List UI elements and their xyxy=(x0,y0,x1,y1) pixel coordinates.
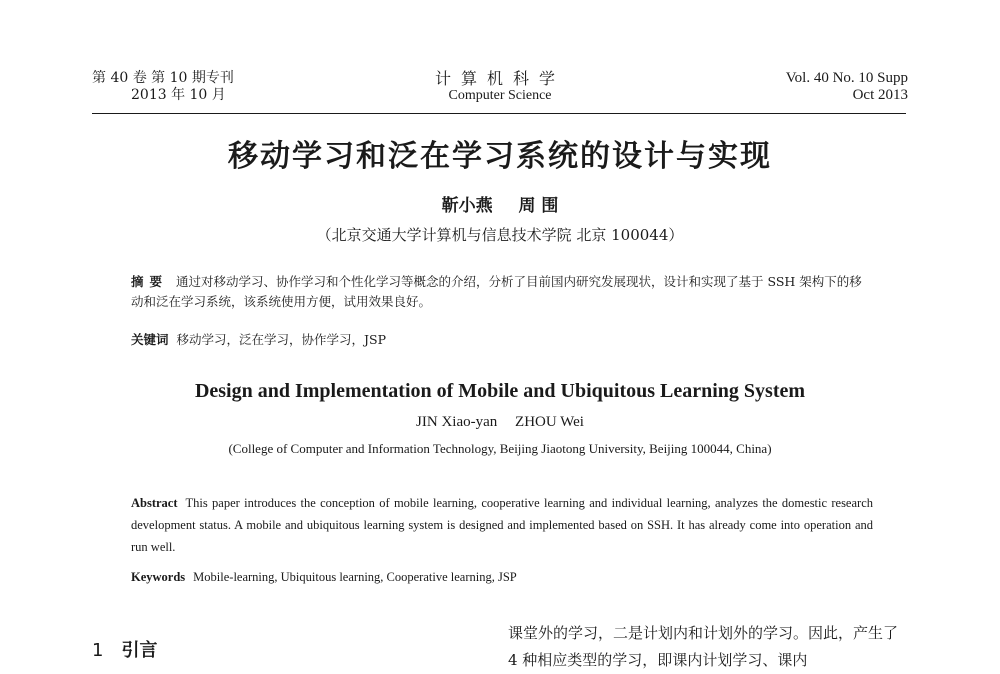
keywords-text-en: Mobile-learning, Ubiquitous learning, Cooperative learning, JSP xyxy=(193,570,517,584)
author-name: 靳小燕 xyxy=(441,196,493,216)
authors-cn xyxy=(0,191,1000,216)
keywords-label-en: Keywords xyxy=(131,570,186,584)
journal-issue-info-en xyxy=(786,70,908,104)
authors-en xyxy=(0,414,1000,431)
affiliation-cn: （北京交通大学计算机与信息技术学院 北京 100044） xyxy=(316,226,684,244)
abstract-label-cn: 摘要 xyxy=(131,274,169,289)
abstract-en xyxy=(131,492,873,558)
section-heading xyxy=(92,636,157,662)
keywords-en xyxy=(131,566,873,588)
keywords-text-cn: 移动学习，泛在学习，协作学习，JSP xyxy=(176,332,387,347)
author-name-en: ZHOU Wei xyxy=(515,414,584,430)
journal-name-en: Computer Science xyxy=(448,88,552,103)
author-name: 周 围 xyxy=(518,196,559,216)
abstract-label-en: Abstract xyxy=(131,496,178,510)
issue-date: 2013 年 10 月 xyxy=(131,87,226,103)
header-rule xyxy=(92,113,906,114)
keywords-label-cn: 关键词 xyxy=(131,332,169,347)
paper-title-en: Design and Implementation of Mobile and Ubiquitous Learning System xyxy=(194,380,806,402)
issue-volume-en: Vol. 40 No. 10 Supp xyxy=(785,70,908,86)
section-number: 1 xyxy=(92,640,104,661)
paper-title-cn: 移动学习和泛在学习系统的设计与实现 xyxy=(228,139,772,174)
abstract-cn xyxy=(131,272,873,312)
section-title: 引言 xyxy=(121,640,158,661)
keywords-cn xyxy=(131,330,873,350)
issue-date-en: Oct 2013 xyxy=(852,87,908,103)
author-name-en: JIN Xiao-yan xyxy=(416,414,498,430)
affiliation-en: (College of Computer and Information Technology, Beijing Jiaotong University, Beijing 100044, China) xyxy=(228,441,772,456)
abstract-text-cn: 通过对移动学习、协作学习和个性化学习等概念的介绍，分析了目前国内研究发展现状，设计和实现了基于 SSH 架构下的移动和泛在学习系统，该系统使用方便，试用效果良好。 xyxy=(131,274,862,309)
issue-volume: 第 40 卷 第 10 期专刊 xyxy=(92,70,234,86)
abstract-text-en: This paper introduces the conception of mobile learning, cooperative learning and individual learning, analyzes the domestic research development status. A mobile and ubiquitous learning system is designed and implemented based on SSH. It has already come into operation and run well. xyxy=(131,496,873,554)
body-paragraph: 课堂外的学习，二是计划内和计划外的学习。因此，产生了 4 种相应类型的学习，即课内计划学习、课内 xyxy=(508,624,899,669)
journal-name-cn: 计算机科学 xyxy=(434,69,565,88)
